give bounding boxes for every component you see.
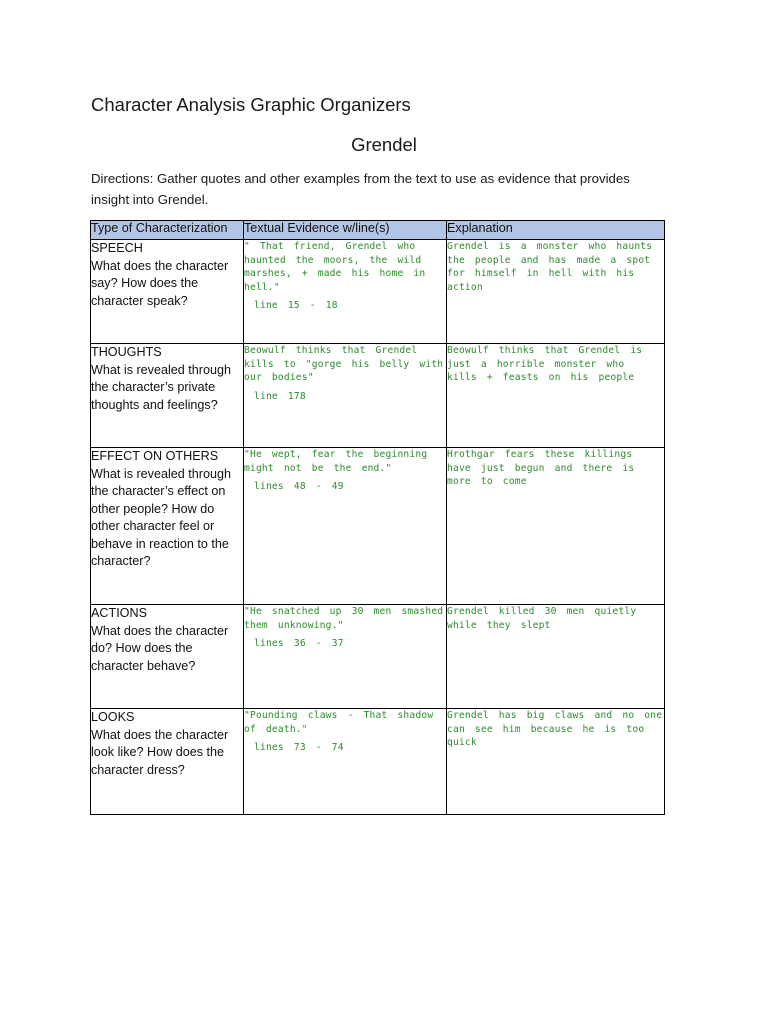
evidence-cell [244, 605, 447, 709]
directions-text: Directions: Gather quotes and other examples from the text to use as evidence that provides insight into Grendel. [91, 171, 630, 207]
explanation-cell [447, 709, 665, 815]
evidence-text: "He wept, fear the beginning might not be the end." [244, 449, 428, 474]
evidence-text: "Pounding claws - That shadow of death." [244, 710, 434, 735]
evidence-lines: lines 48 - 49 [254, 481, 344, 493]
header-type: Type of Characterization [91, 221, 244, 240]
evidence-text: " That friend, Grendel who haunted the moors, the wild marshes, + made his home in hell." [244, 241, 426, 293]
category-question: What does the character do? How does the character behave? [91, 623, 229, 673]
evidence-cell [244, 344, 447, 448]
category-cell [91, 709, 244, 815]
evidence-text: "He snatched up 30 men smashed them unknowing." [244, 606, 444, 631]
evidence-lines: line 178 [254, 390, 306, 402]
explanation-cell [447, 605, 665, 709]
table-header-row [91, 221, 665, 240]
graphic-organizer-table [90, 220, 665, 815]
category-question: What does the character say? How does the character speak? [91, 258, 229, 308]
table-row [91, 605, 665, 709]
category-question: What is revealed through the character’s effect on other people? How do other character feel or behave in reaction to the character? [91, 466, 232, 568]
evidence-cell [244, 709, 447, 815]
explanation-text: Hrothgar fears these killings have just begun and there is more to come [447, 449, 635, 488]
evidence-cell [244, 448, 447, 605]
table-row [91, 448, 665, 605]
evidence-lines: lines 73 - 74 [254, 742, 344, 754]
evidence-text: Beowulf thinks that Grendel kills to "gorge his belly with our bodies" [244, 345, 444, 384]
table-row [91, 240, 665, 344]
explanation-cell [447, 344, 665, 448]
header-evidence: Textual Evidence w/line(s) [244, 221, 447, 240]
evidence-cell [244, 240, 447, 344]
category-name: THOUGHTS [91, 345, 162, 359]
category-cell [91, 448, 244, 605]
table-row [91, 709, 665, 815]
category-cell [91, 344, 244, 448]
document-subtitle: Grendel [351, 134, 417, 155]
explanation-text: Beowulf thinks that Grendel is just a horrible monster who kills + feasts on his people [447, 345, 643, 384]
explanation-cell [447, 448, 665, 605]
category-name: LOOKS [91, 710, 135, 724]
category-cell [91, 605, 244, 709]
explanation-text: Grendel has big claws and no one can see him because he is too quick [447, 710, 663, 749]
evidence-lines: line 15 - 18 [254, 300, 338, 312]
category-cell [91, 240, 244, 344]
explanation-text: Grendel killed 30 men quietly while they slept [447, 606, 637, 631]
document-title: Character Analysis Graphic Organizers [91, 94, 411, 115]
table-row [91, 344, 665, 448]
category-name: EFFECT ON OTHERS [91, 449, 219, 463]
category-question: What does the character look like? How does the character dress? [91, 727, 229, 777]
explanation-cell [447, 240, 665, 344]
header-explanation: Explanation [447, 221, 665, 240]
evidence-lines: lines 36 - 37 [254, 638, 344, 650]
explanation-text: Grendel is a monster who haunts the people and has made a spot for himself in hell with his action [447, 241, 653, 293]
category-question: What is revealed through the character’s private thoughts and feelings? [91, 362, 232, 412]
category-name: ACTIONS [91, 606, 147, 620]
category-name: SPEECH [91, 241, 143, 255]
